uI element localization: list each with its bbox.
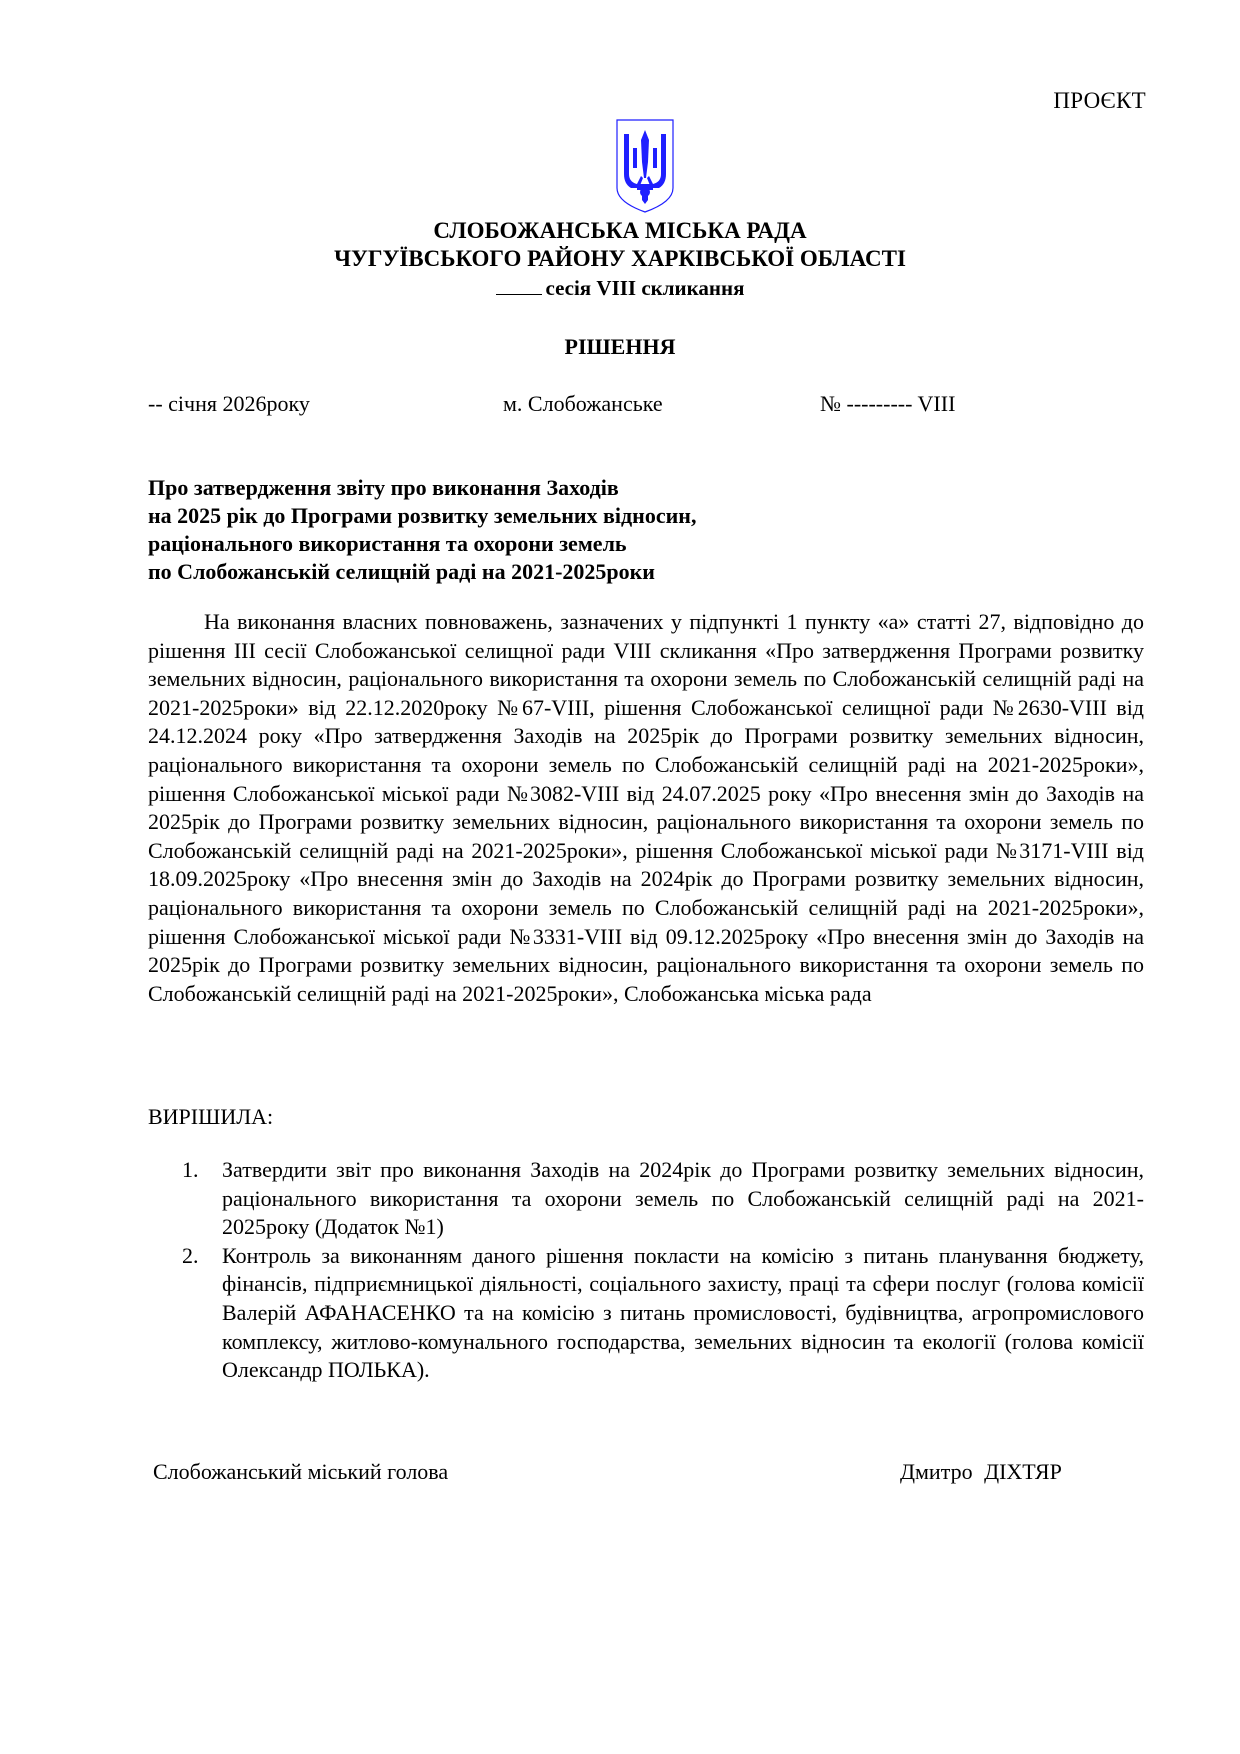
resolution-item bbox=[148, 1242, 1144, 1385]
resolution-items bbox=[148, 1156, 1144, 1385]
subject-line: по Слобожанській селищній раді на 2021-2025роки bbox=[148, 559, 655, 584]
item-text: Затвердити звіт про виконання Заходів на 2024рік до Програми розвитку земельних відносин, раціонального використання та охорони земель по Слобожанській селищній раді на 2021-2025року (Додаток №1) bbox=[222, 1157, 1144, 1240]
preamble-paragraph: На виконання власних повноважень, зазначених у підпункті 1 пункту «а» статті 27, відповідно до рішення ІІІ сесії Слобожанської селищної ради VIII скликання «Про затвердження Програми розвитку земельних відносин, раціонального використання та охорони земель по Слобожанській селищній раді на 2021-2025роки» від 22.12.2020року №67-VIII, рішення Слобожанської селищної ради №2630-VIII від 24.12.2024 року «Про затвердження Заходів на 2025рік до Програми розвитку земельних відносин, раціонального використання та охорони земель по Слобожанській селищній раді на 2021-2025роки», рішення Слобожанської міської ради №3082-VIII від 24.07.2025 року «Про внесення змін до Заходів на 2025рік до Програми розвитку земельних відносин, раціонального використання та охорони земель по Слобожанській селищній раді на 2021-2025роки», рішення Слобожанської міської ради №3171-VIII від 18.09.2025року «Про внесення змін до Заходів на 2024рік до Програми розвитку земельних відносин, раціонального використання та охорони земель по Слобожанській селищній раді на 2021-2025роки», рішення Слобожанської міської ради №3331-VIII від 09.12.2025року «Про внесення змін до Заходів на 2025рік до Програми розвитку земельних відносин, раціонального використання та охорони земель по Слобожанській селищній раді на 2021-2025роки», Слобожанська міська рада bbox=[148, 609, 1144, 1006]
item-number: 2. bbox=[182, 1242, 199, 1268]
subject-line: раціонального використання та охорони земель bbox=[148, 531, 627, 556]
session-label: сесія VIII скликання bbox=[545, 276, 745, 300]
resolved-label: ВИРІШИЛА: bbox=[148, 1104, 274, 1129]
decision-date: -- січня 2026року bbox=[148, 391, 310, 416]
district-name: ЧУГУЇВСЬКОГО РАЙОНУ ХАРКІВСЬКОЇ ОБЛАСТІ bbox=[334, 246, 906, 271]
draft-label: ПРОЄКТ bbox=[1053, 88, 1146, 113]
decision-subject bbox=[148, 474, 696, 586]
subject-line: на 2025 рік до Програми розвитку земельних відносин, bbox=[148, 503, 697, 528]
ukraine-trident-icon bbox=[615, 118, 675, 214]
item-text: Контроль за виконанням даного рішення покласти на комісію з питань планування бюджету, фінансів, підприємницької діяльності, соціального захисту, праці та сфери послуг (голова комісії Валерій АФАНАСЕНКО та на комісію з питань промисловості, будівництва, агропромислового комплексу, житлово-комунального господарства, земельних відносин та екології (голова комісії Олександр ПОЛЬКА). bbox=[222, 1242, 1144, 1383]
signatory-name: Дмитро ДІХТЯР bbox=[900, 1459, 1062, 1484]
resolution-item bbox=[148, 1156, 1144, 1242]
session-line bbox=[0, 276, 1240, 301]
decision-city: м. Слобожанське bbox=[503, 391, 663, 416]
decision-number: № --------- VIII bbox=[820, 391, 956, 416]
subject-line: Про затвердження звіту про виконання Заходів bbox=[148, 475, 619, 500]
council-name: СЛОБОЖАНСЬКА МІСЬКА РАДА bbox=[433, 218, 807, 243]
item-number: 1. bbox=[182, 1157, 199, 1182]
signatory-role: Слобожанський міський голова bbox=[153, 1459, 449, 1484]
decision-title: РІШЕННЯ bbox=[564, 334, 676, 359]
session-number-blank bbox=[496, 280, 542, 295]
